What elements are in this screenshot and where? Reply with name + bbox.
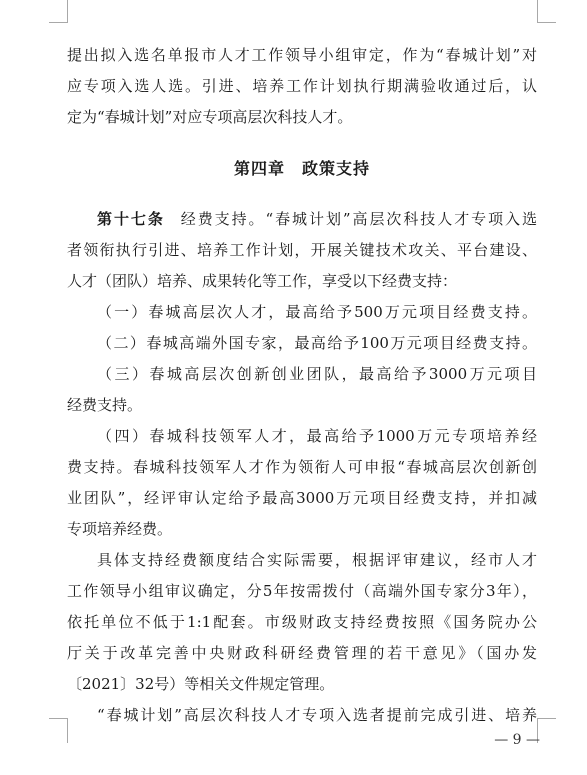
text-line: “春城计划”高层次科技人才专项入选者提前完成引进、培养: [97, 706, 537, 724]
text-line: 应专项入选人选。引进、培养工作计划执行期满验收通过后，认: [67, 77, 537, 95]
text-line: 依托单位不低于1:1配套。市级财政支持经费按照《国务院办公: [67, 613, 537, 631]
article-first-line: [67, 204, 537, 235]
article-label: 第十七条: [97, 210, 165, 228]
article-text: 经费支持。“春城计划”高层次科技人才专项入选: [178, 210, 537, 228]
page-number: — 9 —: [494, 732, 540, 748]
document-body: [67, 40, 537, 731]
text-line: 具体支持经费额度结合实际需要，根据评审建议，经市人才: [97, 551, 537, 569]
text-line: 工作领导小组审议确定，分5年按需拨付（高端外国专家分3年），: [67, 582, 537, 600]
list-item: （三）春城高层次创新创业团队，最高给予3000万元项目: [97, 365, 537, 383]
text-line: 费支持。春城科技领军人才作为领衔人可申报“春城高层次创新创: [67, 458, 537, 476]
list-item: （四）春城科技领军人才，最高给予1000万元专项培养经: [97, 427, 537, 445]
list-item: （二）春城高端外国专家，最高给予100万元项目经费支持。: [97, 334, 537, 352]
text-line: 〔2021〕32号）等相关文件规定管理。: [67, 675, 335, 693]
text-line: 提出拟入选名单报市人才工作领导小组审定，作为“春城计划”对: [67, 46, 537, 64]
text-line: 者领衔执行引进、培养工作计划，开展关键技术攻关、平台建设、: [67, 241, 537, 259]
text-line: 业团队”，经评审认定给予最高3000万元项目经费支持，并扣减: [67, 489, 537, 507]
text-line: 人才（团队）培养、成果转化等工作，享受以下经费支持：: [67, 272, 458, 290]
chapter-title: 第四章 政策支持: [233, 159, 370, 178]
crop-mark-top-right: [537, 0, 556, 23]
crop-mark-top-left: [49, 0, 68, 23]
list-item: （一）春城高层次人才，最高给予500万元项目经费支持。: [97, 303, 537, 321]
text-line: 定为“春城计划”对应专项高层次科技人才。: [67, 108, 353, 126]
crop-mark-bottom-left: [49, 718, 68, 743]
text-line: 经费支持。: [67, 396, 143, 414]
text-line: 厅关于改革完善中央财政科研经费管理的若干意见》（国办发: [67, 644, 537, 662]
text-line: 专项培养经费。: [67, 520, 173, 538]
